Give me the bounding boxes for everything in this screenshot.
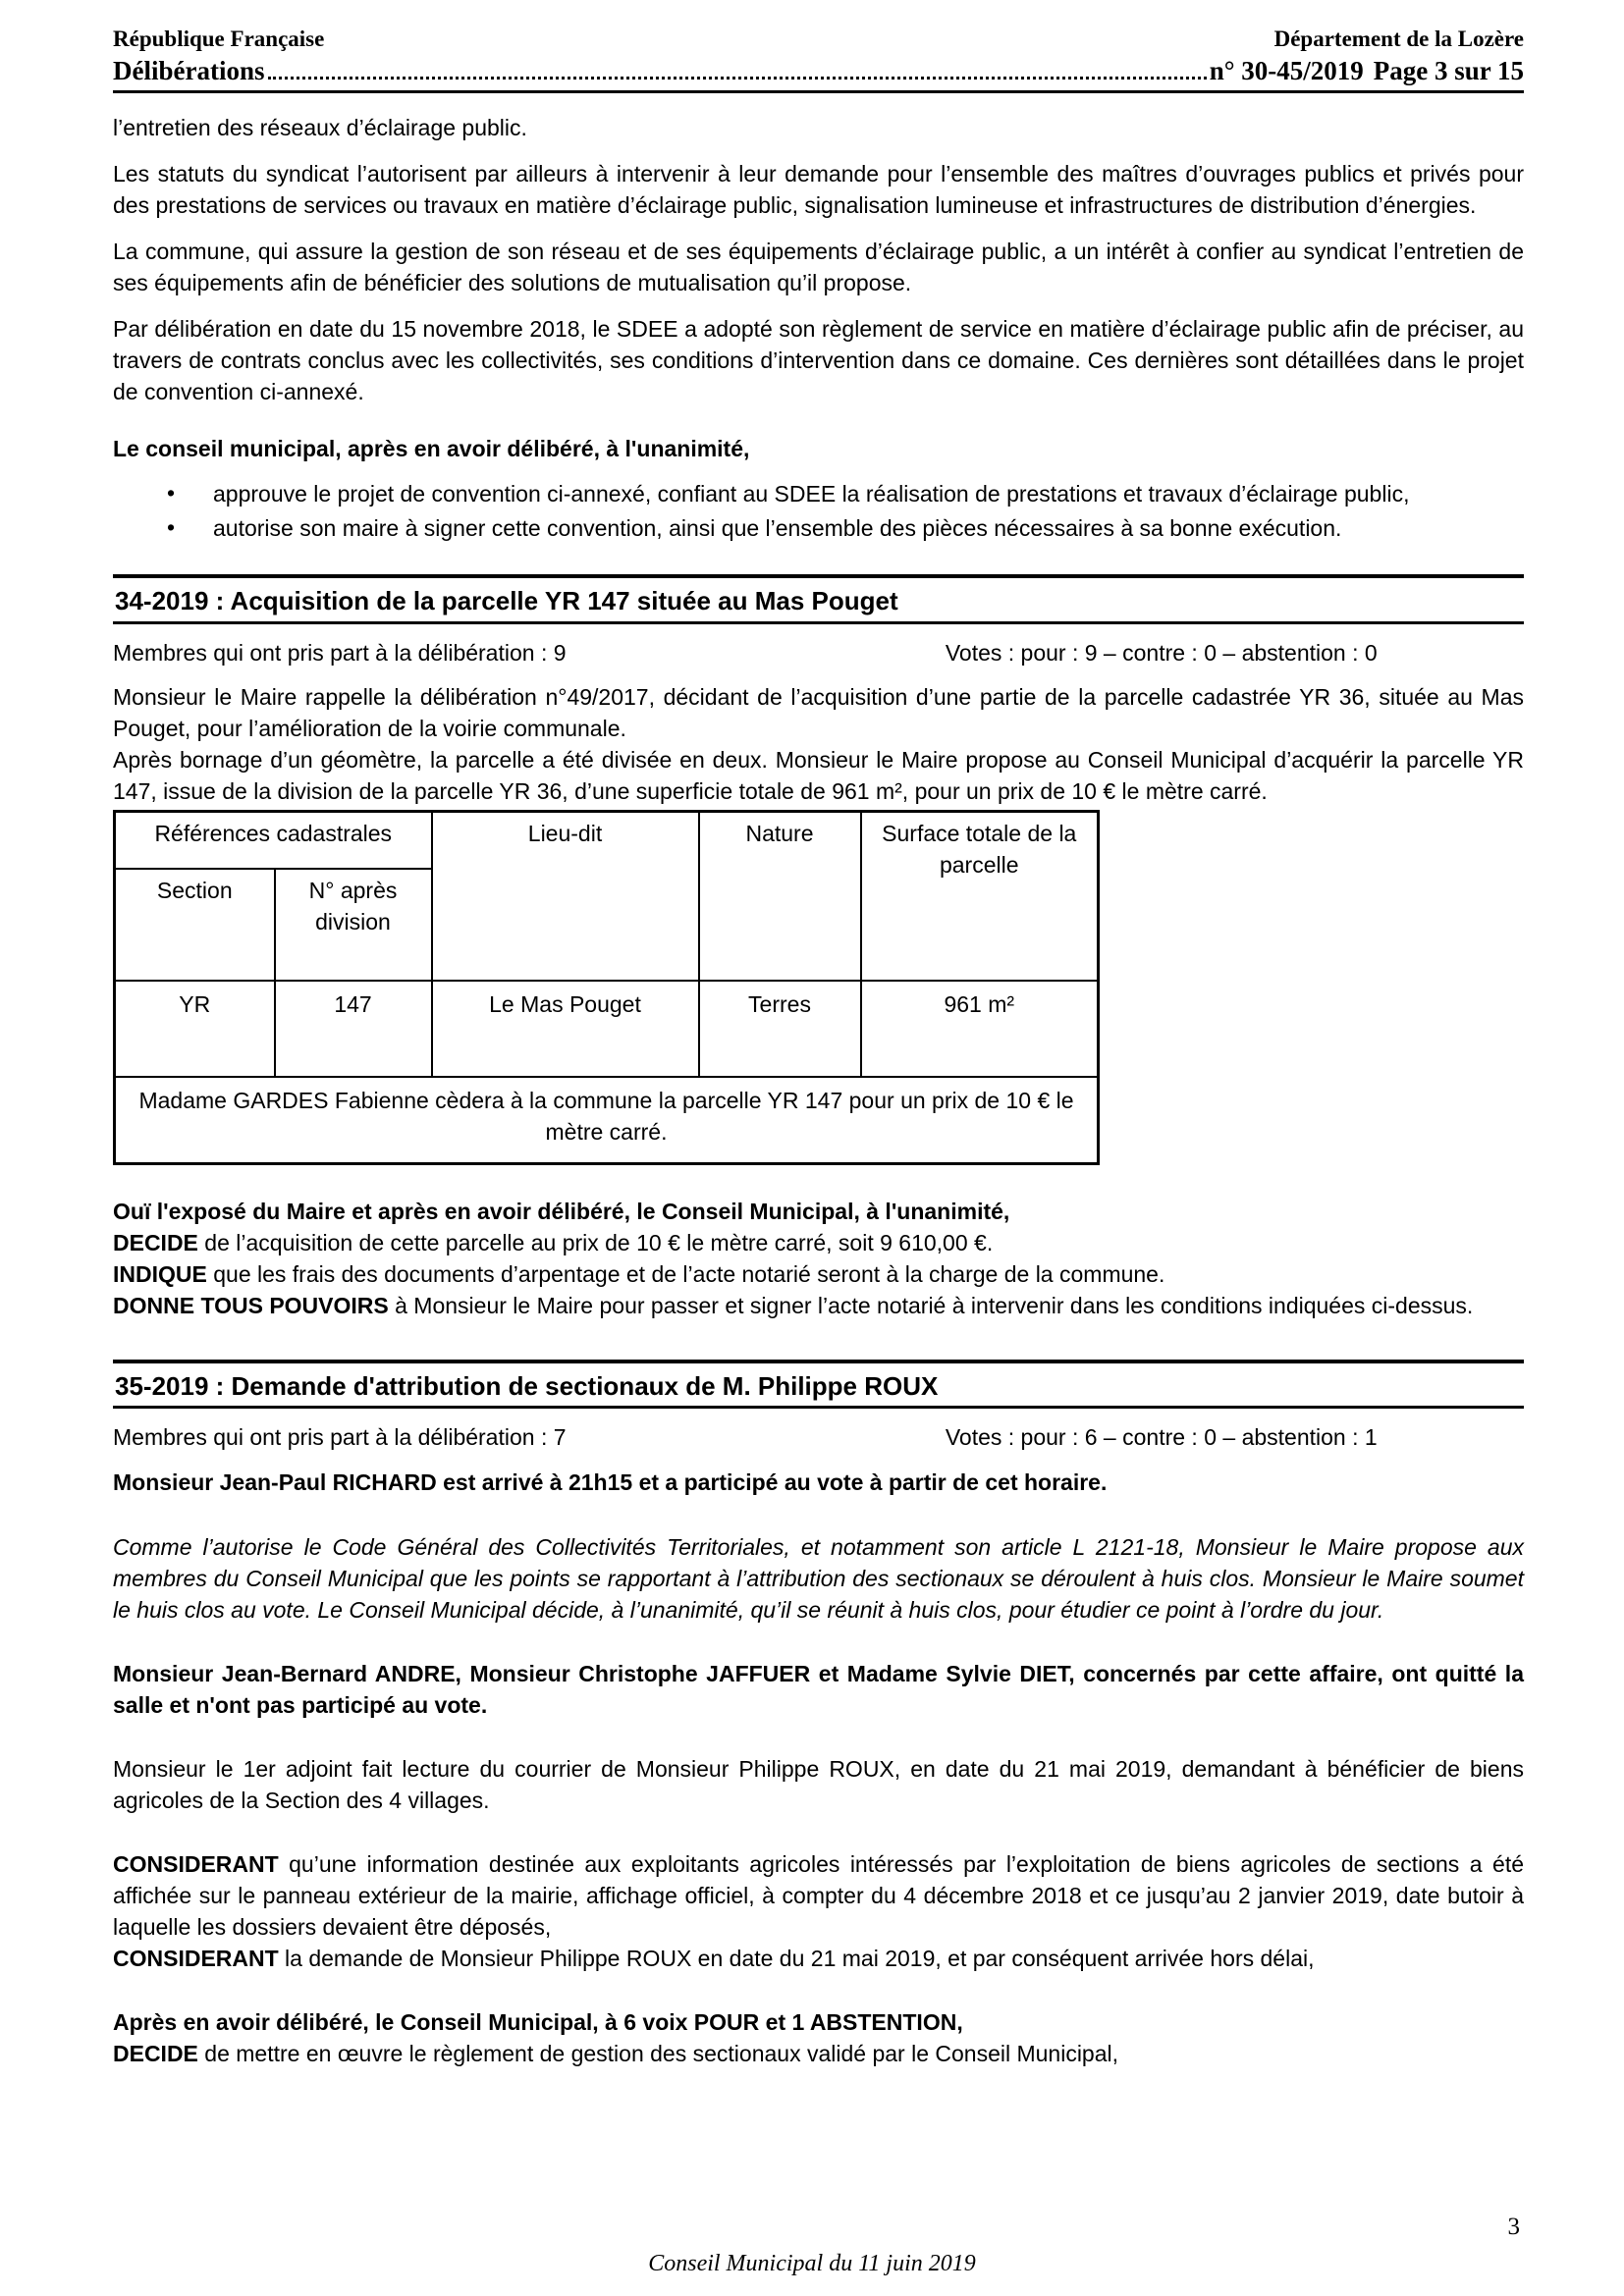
- section-35-title: 35-2019 : Demande d'attribution de sectionaux de M. Philippe ROUX: [113, 1360, 1524, 1410]
- donne-keyword: DONNE TOUS POUVOIRS: [113, 1292, 389, 1318]
- cell-surface: 961 m²: [861, 981, 1099, 1077]
- decision-bullet-list: [113, 479, 1524, 545]
- table-header-nature: Nature: [699, 812, 861, 981]
- considerant-keyword: CONSIDERANT: [113, 1850, 279, 1877]
- section-35-decision-block: [113, 2007, 1524, 2070]
- absents-note: Monsieur Jean-Bernard ANDRE, Monsieur Christophe JAFFUER et Madame Sylvie DIET, concernés par cette affaire, ont quitté la salle et n'ont pas participé au vote.: [113, 1661, 1524, 1718]
- indique-text: que les frais des documents d’arpentage et de l’acte notarié seront à la charge de la commune.: [206, 1260, 1165, 1287]
- table-header-lieu-dit: Lieu-dit: [432, 812, 699, 981]
- votes-summary: Votes : pour : 6 – contre : 0 – abstention : 1: [945, 1424, 1378, 1451]
- page-header: [113, 26, 1524, 53]
- section-35-meta: [113, 1422, 1524, 1454]
- header-doc-line: [113, 55, 1524, 88]
- header-departement: Département de la Lozère: [1273, 27, 1524, 51]
- decide-keyword: DECIDE: [113, 2040, 198, 2066]
- cell-lieu-dit: Le Mas Pouget: [432, 981, 699, 1077]
- considerant-block: [113, 1849, 1524, 1975]
- list-item: • autorise son maire à signer cette convention, ainsi que l’ensemble des pièces nécessaires à sa bonne exécution.: [113, 513, 1524, 545]
- table-note: Madame GARDES Fabienne cèdera à la commune la parcelle YR 147 pour un prix de 10 € le mètre carré.: [115, 1077, 1099, 1163]
- indique-keyword: INDIQUE: [113, 1260, 207, 1287]
- considerant-keyword: CONSIDERANT: [113, 1945, 279, 1971]
- cell-numero: 147: [275, 981, 432, 1077]
- dot-leader: [268, 77, 1207, 80]
- lecture-courrier: Monsieur le 1er adjoint fait lecture du courrier de Monsieur Philippe ROUX, en date du 21 mai 2019, demandant à bénéficier de biens agricoles de la Section des 4 villages.: [113, 1755, 1524, 1813]
- paragraph-statuts: Les statuts du syndicat l’autorisent par ailleurs à intervenir à leur demande pour l’ensemble des maîtres d’ouvrages publics et privés pour des prestations de services ou travaux en matière d’éclairage public, signalisation lumineuse et infrastructures de distribution d’énergies.: [113, 161, 1524, 219]
- cell-nature: Terres: [699, 981, 861, 1077]
- header-rule: [113, 90, 1524, 93]
- paragraph-commune: La commune, qui assure la gestion de son réseau et de ses équipements d’éclairage public, a un intérêt à confier au syndicat l’entretien de ses équipements afin de bénéficier des solutions de mutualisation qu’il propose.: [113, 239, 1524, 296]
- considerant-text: la demande de Monsieur Philippe ROUX en date du 21 mai 2019, et par conséquent arrivée hors délai,: [278, 1945, 1315, 1971]
- footer-caption: Conseil Municipal du 11 juin 2019: [648, 2251, 976, 2276]
- indique-line: [113, 1259, 1524, 1291]
- considerant-2: [113, 1944, 1524, 1975]
- paragraph-rappel: Monsieur le Maire rappelle la délibération n°49/2017, décidant de l’acquisition d’une partie de la parcelle cadastrée YR 36, située au Mas Pouget, pour l’amélioration de la voirie communale.: [113, 684, 1524, 742]
- cell-section: YR: [115, 981, 275, 1077]
- header-republique: République Française: [113, 27, 325, 51]
- decide-text: de mettre en œuvre le règlement de gestion des sectionaux validé par le Conseil Municipal,: [197, 2040, 1119, 2066]
- section-34-decision-block: [113, 1197, 1524, 1322]
- decide-text: de l’acquisition de cette parcelle au prix de 10 € le mètre carré, soit 9 610,00 €.: [197, 1229, 994, 1255]
- decide-line: [113, 2039, 1524, 2070]
- page-info: Page 3 sur 15: [1373, 55, 1524, 85]
- members-count: Membres qui ont pris part à la délibération : 9: [113, 639, 567, 666]
- arrival-note: Monsieur Jean-Paul RICHARD est arrivé à 21h15 et a participé au vote à partir de cet horaire.: [113, 1469, 1108, 1496]
- table-header-references: Références cadastrales: [115, 812, 432, 869]
- doc-label: Délibérations: [113, 55, 265, 85]
- considerant-text: qu’une information destinée aux exploitants agricoles intéressés par l’exploitation de biens agricoles de sections a été affichée sur le panneau extérieur de la mairie, affichage officiel, à compter du 4 décembre 2018 et ce jusqu’au 2 janvier 2019, date butoir à laquelle les dossiers devaient être déposés,: [113, 1850, 1524, 1940]
- paragraph-entretien: l’entretien des réseaux d’éclairage public.: [113, 115, 527, 141]
- decide-line: [113, 1228, 1524, 1259]
- decide-keyword: DECIDE: [113, 1229, 198, 1255]
- table-header-surface: Surface totale de la parcelle: [861, 812, 1099, 981]
- considerant-1: [113, 1849, 1524, 1944]
- cadastre-table: [113, 810, 1100, 1164]
- apres-deliberation: Après en avoir délibéré, le Conseil Municipal, à 6 voix POUR et 1 ABSTENTION,: [113, 2008, 963, 2035]
- table-header-section: Section: [115, 869, 275, 981]
- donne-text: à Monsieur le Maire pour passer et signer l’acte notarié à intervenir dans les conditions indiquées ci-dessus.: [388, 1292, 1474, 1318]
- doc-number: n° 30-45/2019: [1209, 55, 1364, 85]
- table-row: [115, 981, 1099, 1077]
- section-34-meta: [113, 638, 1524, 669]
- section-34-title: 34-2019 : Acquisition de la parcelle YR 147 située au Mas Pouget: [113, 574, 1524, 624]
- donne-pouvoirs-line: [113, 1291, 1524, 1322]
- decision-lead: Le conseil municipal, après en avoir délibéré, à l'unanimité,: [113, 436, 750, 462]
- paragraph-bornage: Après bornage d’un géomètre, la parcelle a été divisée en deux. Monsieur le Maire propose au Conseil Municipal d’acquérir la parcelle YR 147, issue de la division de la parcelle YR 36, d’une superficie totale de 961 m², pour un prix de 10 € le mètre carré.: [113, 747, 1524, 805]
- huis-clos-paragraph: Comme l’autorise le Code Général des Collectivités Territoriales, et notamment son article L 2121-18, Monsieur le Maire propose aux membres du Conseil Municipal que les points se rapportant à l’attribution des sectionaux se déroulent à huis clos. Monsieur le Maire soumet le huis clos au vote. Le Conseil Municipal décide, à l’unanimité, qu’il se réunit à huis clos, pour étudier ce point à l’ordre du jour.: [113, 1534, 1524, 1624]
- paragraph-sdee: Par délibération en date du 15 novembre 2018, le SDEE a adopté son règlement de service en matière d’éclairage public afin de préciser, au travers de contrats conclus avec les collectivités, ses conditions d’intervention dans ce domaine. Ces dernières sont détaillées dans le projet de convention ci-annexé.: [113, 316, 1524, 405]
- oui-expose: Ouï l'exposé du Maire et après en avoir délibéré, le Conseil Municipal, à l'unanimité,: [113, 1198, 1010, 1224]
- list-item: • approuve le projet de convention ci-annexé, confiant au SDEE la réalisation de prestations et travaux d’éclairage public,: [113, 479, 1524, 510]
- table-header-numero: N° après division: [275, 869, 432, 981]
- members-count: Membres qui ont pris part à la délibération : 7: [113, 1424, 567, 1451]
- votes-summary: Votes : pour : 9 – contre : 0 – abstention : 0: [945, 639, 1378, 666]
- page-number: 3: [1507, 2214, 1520, 2240]
